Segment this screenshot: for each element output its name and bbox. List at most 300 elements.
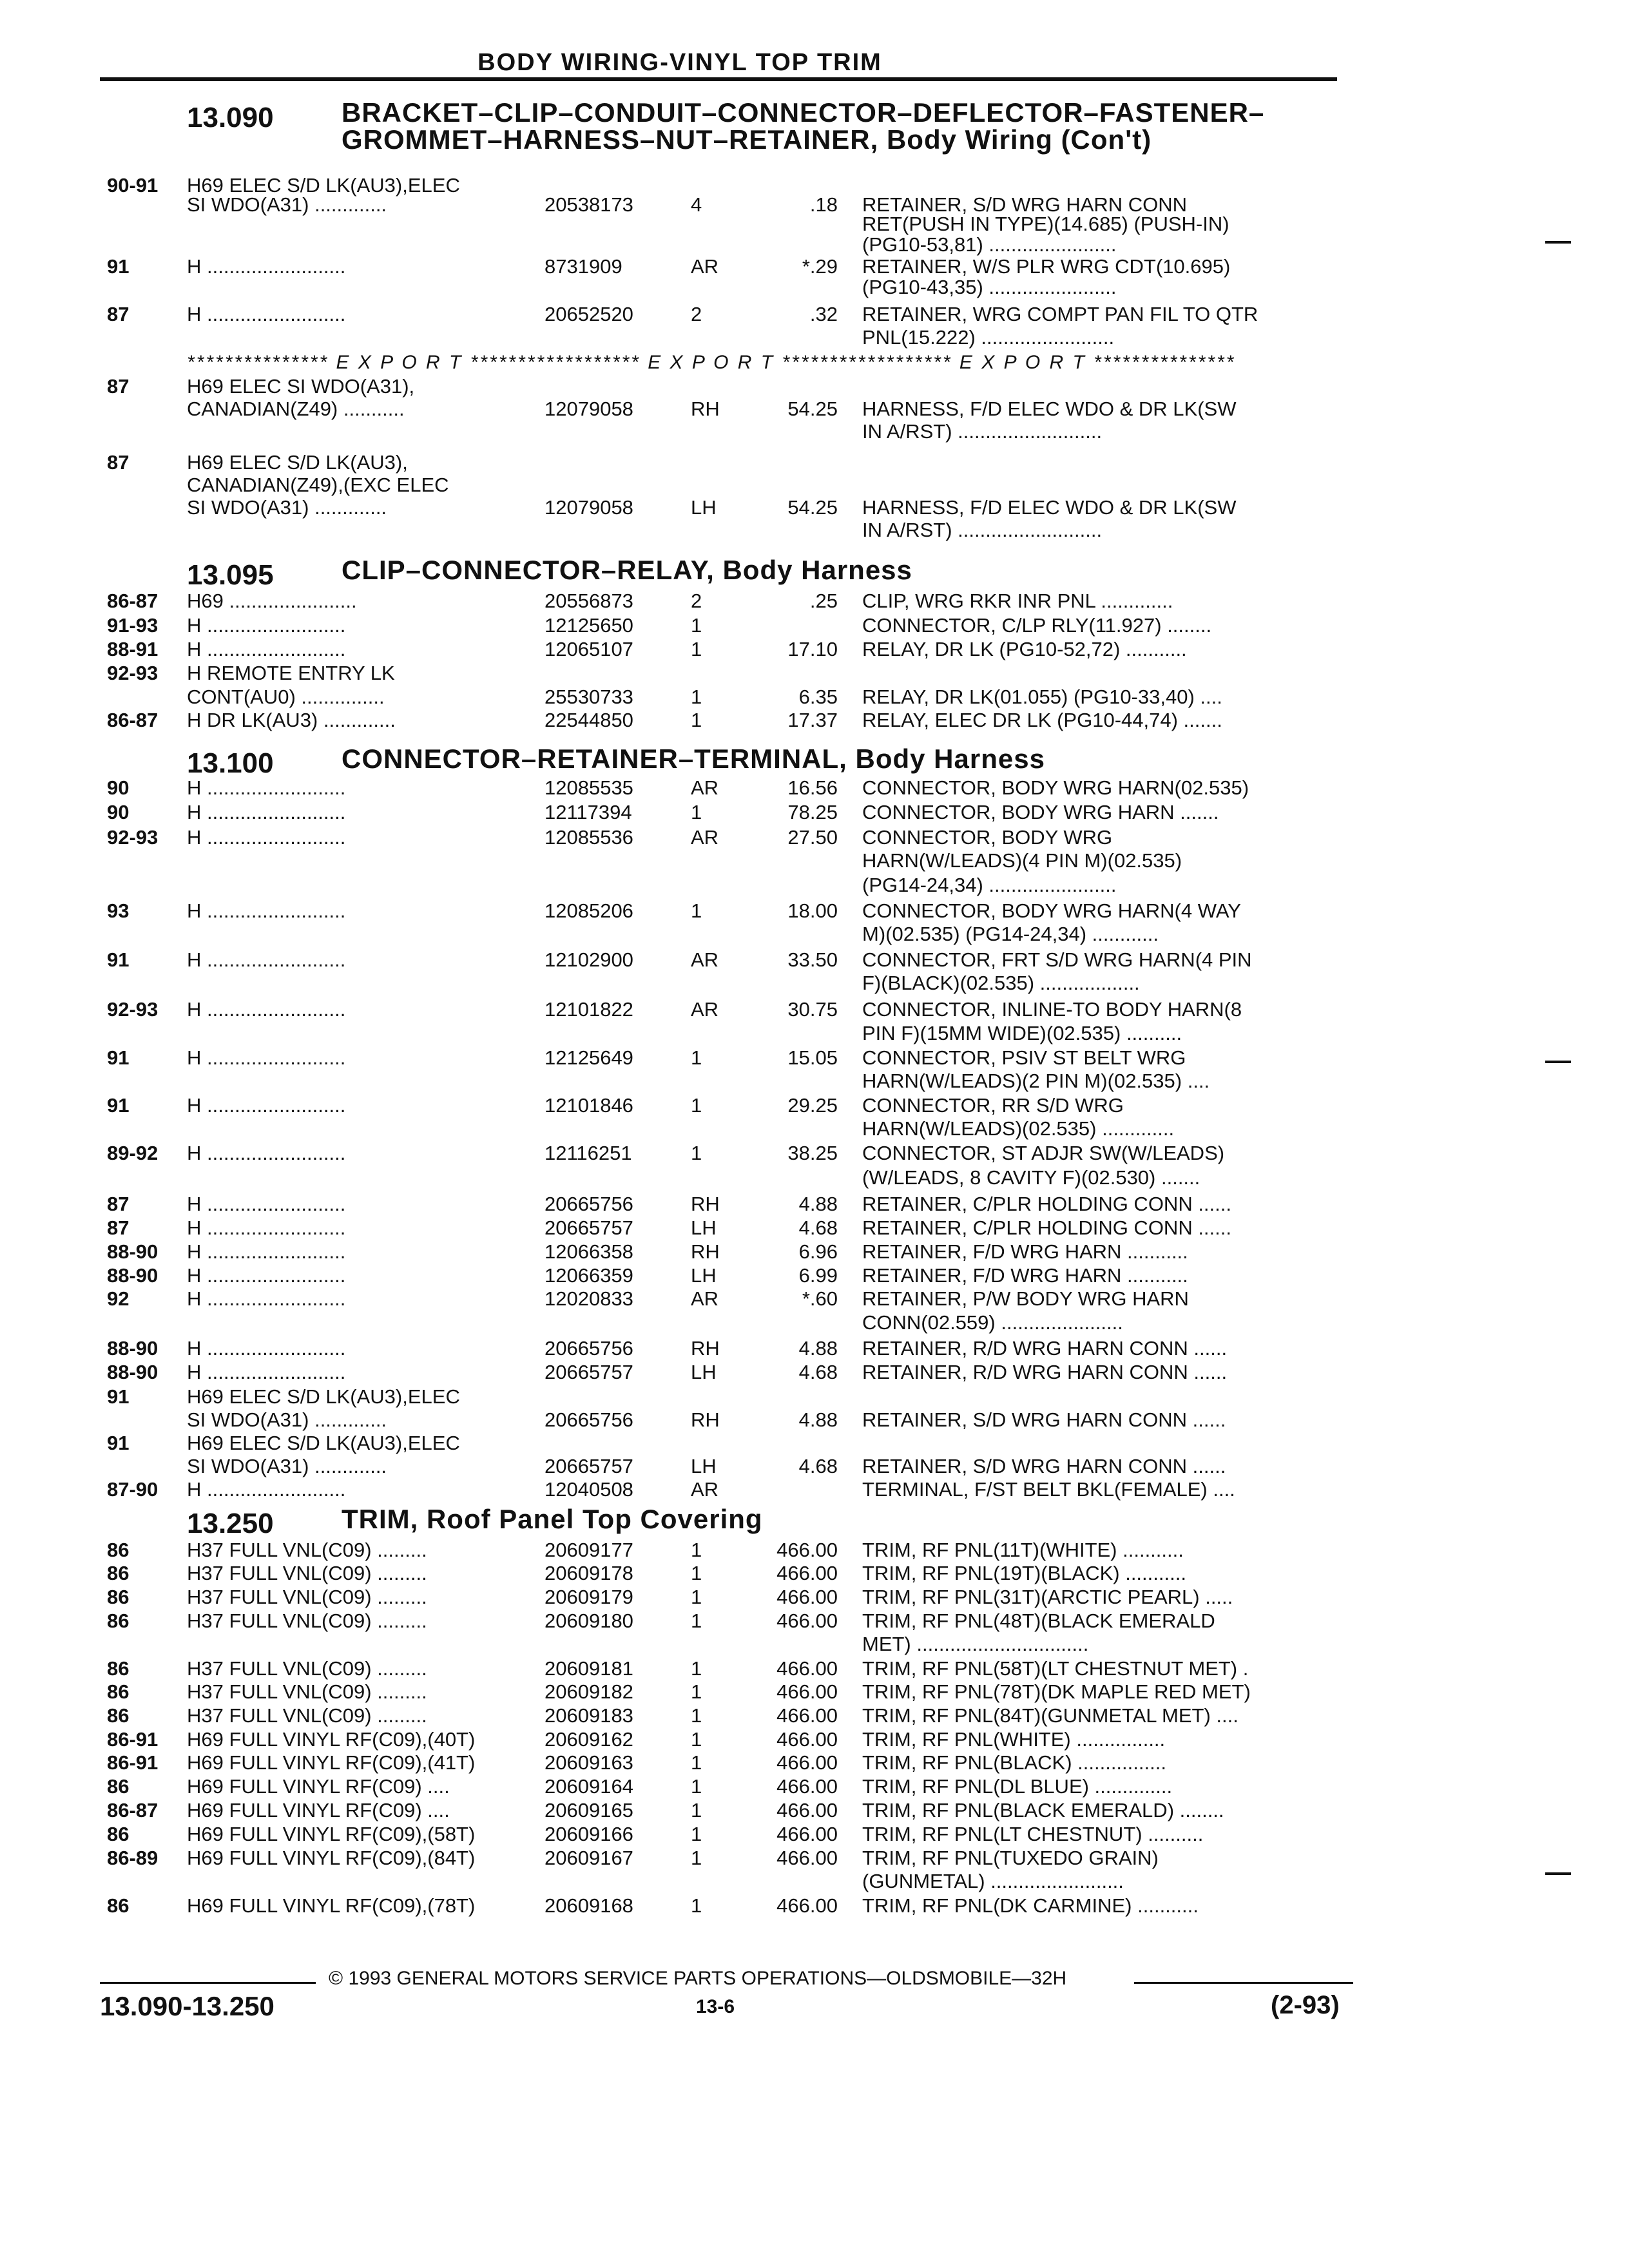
price: 466.00 xyxy=(776,1751,838,1774)
part-number: 12085206 xyxy=(545,899,633,922)
description: RETAINER, WRG COMPT PAN FIL TO QTR xyxy=(862,303,1258,325)
quantity: RH xyxy=(691,1337,720,1360)
footer-rule-left xyxy=(100,1982,316,1984)
part-number: 20665756 xyxy=(545,1337,633,1360)
part-number: 12117394 xyxy=(545,801,632,823)
description: MET) ............................... xyxy=(862,1633,1089,1655)
part-number: 20652520 xyxy=(545,303,633,325)
model-year: 86-91 xyxy=(107,1728,159,1751)
description: TRIM, RF PNL(84T)(GUNMETAL MET) .... xyxy=(862,1704,1239,1727)
table-row xyxy=(0,1117,1629,1142)
table-row xyxy=(0,1361,1629,1385)
application: H DR LK(AU3) ............. xyxy=(187,709,396,731)
model-year: 92-93 xyxy=(107,998,159,1021)
section-title: CONNECTOR–RETAINER–TERMINAL, Body Harness xyxy=(342,744,1045,774)
description: RETAINER, C/PLR HOLDING CONN ...... xyxy=(862,1216,1232,1239)
part-number: 12102900 xyxy=(545,948,633,971)
quantity: 1 xyxy=(691,1847,702,1869)
table-row xyxy=(0,1311,1629,1336)
quantity: 1 xyxy=(691,899,702,922)
description: RETAINER, W/S PLR WRG CDT(10.695) xyxy=(862,255,1231,278)
price: *.29 xyxy=(802,255,838,278)
margin-mark xyxy=(1545,241,1571,244)
price: 4.88 xyxy=(798,1408,838,1431)
margin-mark xyxy=(1545,1872,1571,1875)
quantity: 1 xyxy=(691,1680,702,1703)
description: TRIM, RF PNL(11T)(WHITE) ........... xyxy=(862,1539,1184,1561)
table-row xyxy=(0,686,1629,710)
price: 466.00 xyxy=(776,1680,838,1703)
model-year: 88-90 xyxy=(107,1361,159,1383)
quantity: 1 xyxy=(691,1728,702,1751)
table-row xyxy=(0,1142,1629,1166)
table-row xyxy=(0,590,1629,614)
description: RETAINER, C/PLR HOLDING CONN ...... xyxy=(862,1193,1232,1215)
table-row xyxy=(0,398,1629,422)
section-number: 13.095 xyxy=(187,559,274,591)
quantity: 1 xyxy=(691,1799,702,1821)
description: CONNECTOR, BODY WRG HARN(4 WAY xyxy=(862,899,1241,922)
description: (PG14-24,34) ....................... xyxy=(862,874,1117,896)
price: .18 xyxy=(809,193,838,216)
model-year: 87 xyxy=(107,1193,130,1215)
description: CONNECTOR, C/LP RLY(11.927) ........ xyxy=(862,614,1212,637)
application: H69 ELEC S/D LK(AU3), xyxy=(187,451,408,474)
description: CONNECTOR, BODY WRG HARN(02.535) xyxy=(862,776,1249,799)
application: SI WDO(A31) ............. xyxy=(187,496,387,519)
part-number: 12065107 xyxy=(545,638,633,660)
description: TRIM, RF PNL(31T)(ARCTIC PEARL) ..... xyxy=(862,1586,1233,1608)
table-row xyxy=(0,709,1629,733)
quantity: 1 xyxy=(691,1142,702,1164)
application: H ......................... xyxy=(187,826,346,849)
application: H REMOTE ENTRY LK xyxy=(187,662,395,684)
application: H69 FULL VINYL RF(C09) .... xyxy=(187,1799,450,1821)
model-year: 91 xyxy=(107,1094,130,1117)
description: PIN F)(15MM WIDE)(02.535) .......... xyxy=(862,1022,1182,1044)
description: RELAY, ELEC DR LK (PG10-44,74) ....... xyxy=(862,709,1222,731)
table-row xyxy=(0,1633,1629,1657)
description: RETAINER, R/D WRG HARN CONN ...... xyxy=(862,1361,1228,1383)
application: H37 FULL VNL(C09) ......... xyxy=(187,1562,427,1584)
quantity: AR xyxy=(691,948,719,971)
model-year: 86 xyxy=(107,1823,130,1845)
section-number: 13.250 xyxy=(187,1508,274,1539)
application: H69 FULL VINYL RF(C09) .... xyxy=(187,1775,450,1798)
model-year: 88-90 xyxy=(107,1240,159,1263)
description: RET(PUSH IN TYPE)(14.685) (PUSH-IN) xyxy=(862,213,1229,235)
part-number: 20609183 xyxy=(545,1704,633,1727)
part-number: 12101846 xyxy=(545,1094,633,1117)
quantity: 1 xyxy=(691,638,702,660)
part-number: 20609168 xyxy=(545,1894,633,1917)
table-row xyxy=(0,1455,1629,1479)
table-row xyxy=(0,1751,1629,1776)
model-year: 91 xyxy=(107,1046,130,1069)
description: PNL(15.222) ........................ xyxy=(862,326,1115,349)
table-row xyxy=(0,1264,1629,1289)
quantity: LH xyxy=(691,1216,717,1239)
part-number: 20609178 xyxy=(545,1562,633,1584)
application: H37 FULL VNL(C09) ......... xyxy=(187,1704,427,1727)
table-row xyxy=(0,326,1629,351)
price: 16.56 xyxy=(787,776,838,799)
price: .32 xyxy=(809,303,838,325)
part-number: 20665757 xyxy=(545,1361,633,1383)
part-number: 20609166 xyxy=(545,1823,633,1845)
description: HARN(W/LEADS)(02.535) ............. xyxy=(862,1117,1175,1140)
part-number: 20609163 xyxy=(545,1751,633,1774)
quantity: 4 xyxy=(691,193,702,216)
application: H ......................... xyxy=(187,303,346,325)
description: RETAINER, P/W BODY WRG HARN xyxy=(862,1287,1189,1310)
description: TRIM, RF PNL(48T)(BLACK EMERALD xyxy=(862,1610,1215,1632)
description: TRIM, RF PNL(58T)(LT CHESTNUT MET) . xyxy=(862,1657,1249,1680)
description: (W/LEADS, 8 CAVITY F)(02.530) ....... xyxy=(862,1166,1200,1189)
application: H37 FULL VNL(C09) ......... xyxy=(187,1657,427,1680)
price: 4.88 xyxy=(798,1193,838,1215)
quantity: RH xyxy=(691,1408,720,1431)
application: H ......................... xyxy=(187,638,346,660)
part-number: 25530733 xyxy=(545,686,633,708)
application: H37 FULL VNL(C09) ......... xyxy=(187,1586,427,1608)
price: 466.00 xyxy=(776,1562,838,1584)
price: 30.75 xyxy=(787,998,838,1021)
table-row xyxy=(0,1728,1629,1753)
table-row xyxy=(0,1337,1629,1361)
quantity: 1 xyxy=(691,1046,702,1069)
quantity: RH xyxy=(691,1240,720,1263)
application: H69 ELEC S/D LK(AU3),ELEC xyxy=(187,1432,460,1454)
description: TRIM, RF PNL(BLACK) ................ xyxy=(862,1751,1166,1774)
quantity: 1 xyxy=(691,1539,702,1561)
model-year: 90-91 xyxy=(107,174,159,197)
part-number: 20665757 xyxy=(545,1216,633,1239)
price: 466.00 xyxy=(776,1539,838,1561)
model-year: 87 xyxy=(107,451,130,474)
part-number: 20609177 xyxy=(545,1539,633,1561)
part-number: 12101822 xyxy=(545,998,633,1021)
quantity: AR xyxy=(691,826,719,849)
margin-mark xyxy=(1545,1061,1571,1063)
part-number: 20665756 xyxy=(545,1408,633,1431)
quantity: AR xyxy=(691,1287,719,1310)
table-row xyxy=(0,1539,1629,1563)
description: RETAINER, R/D WRG HARN CONN ...... xyxy=(862,1337,1228,1360)
table-row xyxy=(0,826,1629,850)
description: CONNECTOR, FRT S/D WRG HARN(4 PIN xyxy=(862,948,1252,971)
quantity: 1 xyxy=(691,1751,702,1774)
footer-page-number: 13-6 xyxy=(696,1996,735,2017)
description: HARN(W/LEADS)(4 PIN M)(02.535) xyxy=(862,849,1182,872)
model-year: 87 xyxy=(107,303,130,325)
quantity: 1 xyxy=(691,614,702,637)
price: *.60 xyxy=(802,1287,838,1310)
quantity: AR xyxy=(691,998,719,1021)
section-number: 13.090 xyxy=(187,102,274,133)
price: 54.25 xyxy=(787,496,838,519)
model-year: 86 xyxy=(107,1657,130,1680)
price: 4.68 xyxy=(798,1361,838,1383)
section-title-line1: BRACKET–CLIP–CONDUIT–CONNECTOR–DEFLECTOR–FASTENER– xyxy=(342,97,1265,128)
part-number: 20609179 xyxy=(545,1586,633,1608)
price: 17.10 xyxy=(787,638,838,660)
price: 17.37 xyxy=(787,709,838,731)
description: TRIM, RF PNL(TUXEDO GRAIN) xyxy=(862,1847,1159,1869)
description: TRIM, RF PNL(WHITE) ................ xyxy=(862,1728,1166,1751)
table-row xyxy=(0,1562,1629,1586)
quantity: 1 xyxy=(691,1094,702,1117)
quantity: AR xyxy=(691,776,719,799)
table-row xyxy=(0,801,1629,825)
quantity: AR xyxy=(691,1478,719,1501)
model-year: 86-87 xyxy=(107,709,159,731)
price: 466.00 xyxy=(776,1894,838,1917)
price: .25 xyxy=(809,590,838,612)
part-number: 12125649 xyxy=(545,1046,633,1069)
model-year: 86-87 xyxy=(107,590,159,612)
model-year: 87-90 xyxy=(107,1478,159,1501)
section-title-line2: GROMMET–HARNESS–NUT–RETAINER, Body Wiring (Con't) xyxy=(342,124,1152,155)
price: 466.00 xyxy=(776,1847,838,1869)
table-row xyxy=(0,1657,1629,1682)
price: 4.68 xyxy=(798,1216,838,1239)
application: H ......................... xyxy=(187,1478,346,1501)
model-year: 92 xyxy=(107,1287,130,1310)
description: TRIM, RF PNL(DL BLUE) .............. xyxy=(862,1775,1173,1798)
model-year: 86 xyxy=(107,1539,130,1561)
application: H69 ELEC S/D LK(AU3),ELEC xyxy=(187,174,460,197)
quantity: 2 xyxy=(691,590,702,612)
quantity: 1 xyxy=(691,1704,702,1727)
price: 466.00 xyxy=(776,1799,838,1821)
model-year: 92-93 xyxy=(107,826,159,849)
table-row xyxy=(0,276,1629,300)
description: HARNESS, F/D ELEC WDO & DR LK(SW xyxy=(862,398,1237,420)
application: H69 FULL VINYL RF(C09),(84T) xyxy=(187,1847,476,1869)
part-number: 20609167 xyxy=(545,1847,633,1869)
quantity: 1 xyxy=(691,1562,702,1584)
description: CONNECTOR, RR S/D WRG xyxy=(862,1094,1124,1117)
quantity: RH xyxy=(691,1193,720,1215)
price: 38.25 xyxy=(787,1142,838,1164)
section-title: CLIP–CONNECTOR–RELAY, Body Harness xyxy=(342,555,912,585)
table-row xyxy=(0,1799,1629,1823)
table-row xyxy=(0,420,1629,445)
model-year: 86 xyxy=(107,1775,130,1798)
part-number: 12079058 xyxy=(545,496,633,519)
table-row xyxy=(0,1287,1629,1312)
model-year: 88-90 xyxy=(107,1337,159,1360)
price: 27.50 xyxy=(787,826,838,849)
application: SI WDO(A31) ............. xyxy=(187,193,387,216)
model-year: 86-91 xyxy=(107,1751,159,1774)
part-number: 20609162 xyxy=(545,1728,633,1751)
price: 6.99 xyxy=(798,1264,838,1287)
table-row xyxy=(0,1432,1629,1456)
footer-rule-right xyxy=(1134,1982,1353,1984)
application: H ......................... xyxy=(187,1287,346,1310)
application: H69 FULL VINYL RF(C09),(58T) xyxy=(187,1823,476,1845)
table-row xyxy=(0,1046,1629,1071)
part-number: 12020833 xyxy=(545,1287,633,1310)
table-row xyxy=(0,662,1629,686)
description: (GUNMETAL) ........................ xyxy=(862,1870,1124,1892)
description: RETAINER, F/D WRG HARN ........... xyxy=(862,1240,1188,1263)
table-row xyxy=(0,638,1629,662)
description: RETAINER, S/D WRG HARN CONN xyxy=(862,193,1188,216)
description: TERMINAL, F/ST BELT BKL(FEMALE) .... xyxy=(862,1478,1235,1501)
application: H69 ....................... xyxy=(187,590,357,612)
table-row xyxy=(0,1166,1629,1191)
part-number: 12040508 xyxy=(545,1478,633,1501)
model-year: 86 xyxy=(107,1586,130,1608)
table-row xyxy=(0,1240,1629,1265)
table-row xyxy=(0,776,1629,801)
table-row xyxy=(0,1586,1629,1610)
description: RELAY, DR LK(01.055) (PG10-33,40) .... xyxy=(862,686,1222,708)
table-row xyxy=(0,1823,1629,1847)
application: H ......................... xyxy=(187,1216,346,1239)
quantity: 1 xyxy=(691,1657,702,1680)
part-number: 12085535 xyxy=(545,776,633,799)
table-row xyxy=(0,519,1629,543)
part-number: 20609181 xyxy=(545,1657,633,1680)
table-row xyxy=(0,1070,1629,1094)
quantity: 1 xyxy=(691,1823,702,1845)
quantity: 1 xyxy=(691,1775,702,1798)
export-divider: *************** E X P O R T ****************** E X P O R T ****************** E X P O R T *************** xyxy=(187,352,1236,373)
table-row xyxy=(0,948,1629,973)
application: H69 FULL VINYL RF(C09),(41T) xyxy=(187,1751,476,1774)
application: H37 FULL VNL(C09) ......... xyxy=(187,1680,427,1703)
description: M)(02.535) (PG14-24,34) ............ xyxy=(862,923,1159,945)
application: H ......................... xyxy=(187,998,346,1021)
model-year: 92-93 xyxy=(107,662,159,684)
table-row xyxy=(0,923,1629,947)
table-row xyxy=(0,233,1629,258)
application: H ......................... xyxy=(187,1142,346,1164)
quantity: 1 xyxy=(691,709,702,731)
description: TRIM, RF PNL(78T)(DK MAPLE RED MET) xyxy=(862,1680,1251,1703)
quantity: 1 xyxy=(691,686,702,708)
application: CONT(AU0) ............... xyxy=(187,686,385,708)
description: IN A/RST) .......................... xyxy=(862,420,1103,443)
section-number: 13.100 xyxy=(187,747,274,779)
price: 466.00 xyxy=(776,1657,838,1680)
description: RETAINER, S/D WRG HARN CONN ...... xyxy=(862,1408,1226,1431)
application: H ......................... xyxy=(187,614,346,637)
table-row xyxy=(0,1775,1629,1800)
description: CLIP, WRG RKR INR PNL ............. xyxy=(862,590,1173,612)
table-row xyxy=(0,1704,1629,1729)
model-year: 91 xyxy=(107,1432,130,1454)
table-row xyxy=(0,614,1629,639)
price: 466.00 xyxy=(776,1610,838,1632)
table-row xyxy=(0,1847,1629,1871)
application: H ......................... xyxy=(187,948,346,971)
quantity: RH xyxy=(691,398,720,420)
price: 466.00 xyxy=(776,1586,838,1608)
price: 4.68 xyxy=(798,1455,838,1477)
table-row xyxy=(0,1478,1629,1503)
model-year: 91 xyxy=(107,255,130,278)
part-number: 12066358 xyxy=(545,1240,633,1263)
part-number: 8731909 xyxy=(545,255,622,278)
application: H69 ELEC SI WDO(A31), xyxy=(187,375,415,398)
part-number: 20609182 xyxy=(545,1680,633,1703)
application: H ......................... xyxy=(187,1094,346,1117)
description: RETAINER, F/D WRG HARN ........... xyxy=(862,1264,1188,1287)
model-year: 86-89 xyxy=(107,1847,159,1869)
part-number: 20556873 xyxy=(545,590,633,612)
part-number: 20665756 xyxy=(545,1193,633,1215)
application: SI WDO(A31) ............. xyxy=(187,1408,387,1431)
table-row xyxy=(0,1094,1629,1119)
table-row xyxy=(0,972,1629,996)
application: H69 ELEC S/D LK(AU3),ELEC xyxy=(187,1385,460,1408)
description: RELAY, DR LK (PG10-52,72) ........... xyxy=(862,638,1187,660)
table-row xyxy=(0,451,1629,476)
application: H ......................... xyxy=(187,1046,346,1069)
application: H ......................... xyxy=(187,1264,346,1287)
part-number: 20665757 xyxy=(545,1455,633,1477)
table-row xyxy=(0,1610,1629,1634)
model-year: 86 xyxy=(107,1610,130,1632)
price: 466.00 xyxy=(776,1728,838,1751)
description: HARN(W/LEADS)(2 PIN M)(02.535) .... xyxy=(862,1070,1210,1092)
page-title: BODY WIRING-VINYL TOP TRIM xyxy=(477,49,882,76)
model-year: 89-92 xyxy=(107,1142,159,1164)
quantity: 2 xyxy=(691,303,702,325)
application: H ......................... xyxy=(187,776,346,799)
model-year: 88-90 xyxy=(107,1264,159,1287)
table-row xyxy=(0,1680,1629,1705)
part-number: 20609164 xyxy=(545,1775,633,1798)
part-number: 12066359 xyxy=(545,1264,633,1287)
part-number: 12085536 xyxy=(545,826,633,849)
price: 78.25 xyxy=(787,801,838,823)
table-row xyxy=(0,474,1629,498)
model-year: 86 xyxy=(107,1894,130,1917)
quantity: LH xyxy=(691,1361,717,1383)
application: H ......................... xyxy=(187,1337,346,1360)
quantity: LH xyxy=(691,1264,717,1287)
model-year: 86-87 xyxy=(107,1799,159,1821)
table-row xyxy=(0,849,1629,874)
part-number: 12079058 xyxy=(545,398,633,420)
application: H37 FULL VNL(C09) ......... xyxy=(187,1610,427,1632)
price: 33.50 xyxy=(787,948,838,971)
quantity: 1 xyxy=(691,1894,702,1917)
quantity: LH xyxy=(691,496,717,519)
model-year: 91 xyxy=(107,1385,130,1408)
description: RETAINER, S/D WRG HARN CONN ...... xyxy=(862,1455,1226,1477)
part-number: 20538173 xyxy=(545,193,633,216)
table-row xyxy=(0,1385,1629,1410)
model-year: 90 xyxy=(107,776,130,799)
description: CONNECTOR, INLINE-TO BODY HARN(8 xyxy=(862,998,1242,1021)
price: 466.00 xyxy=(776,1823,838,1845)
price: 6.35 xyxy=(798,686,838,708)
application: H ......................... xyxy=(187,899,346,922)
part-number: 20609180 xyxy=(545,1610,633,1632)
table-row xyxy=(0,1193,1629,1217)
section-title: TRIM, Roof Panel Top Covering xyxy=(342,1504,763,1534)
part-number: 12125650 xyxy=(545,614,633,637)
table-row xyxy=(0,1022,1629,1046)
application: H ......................... xyxy=(187,801,346,823)
